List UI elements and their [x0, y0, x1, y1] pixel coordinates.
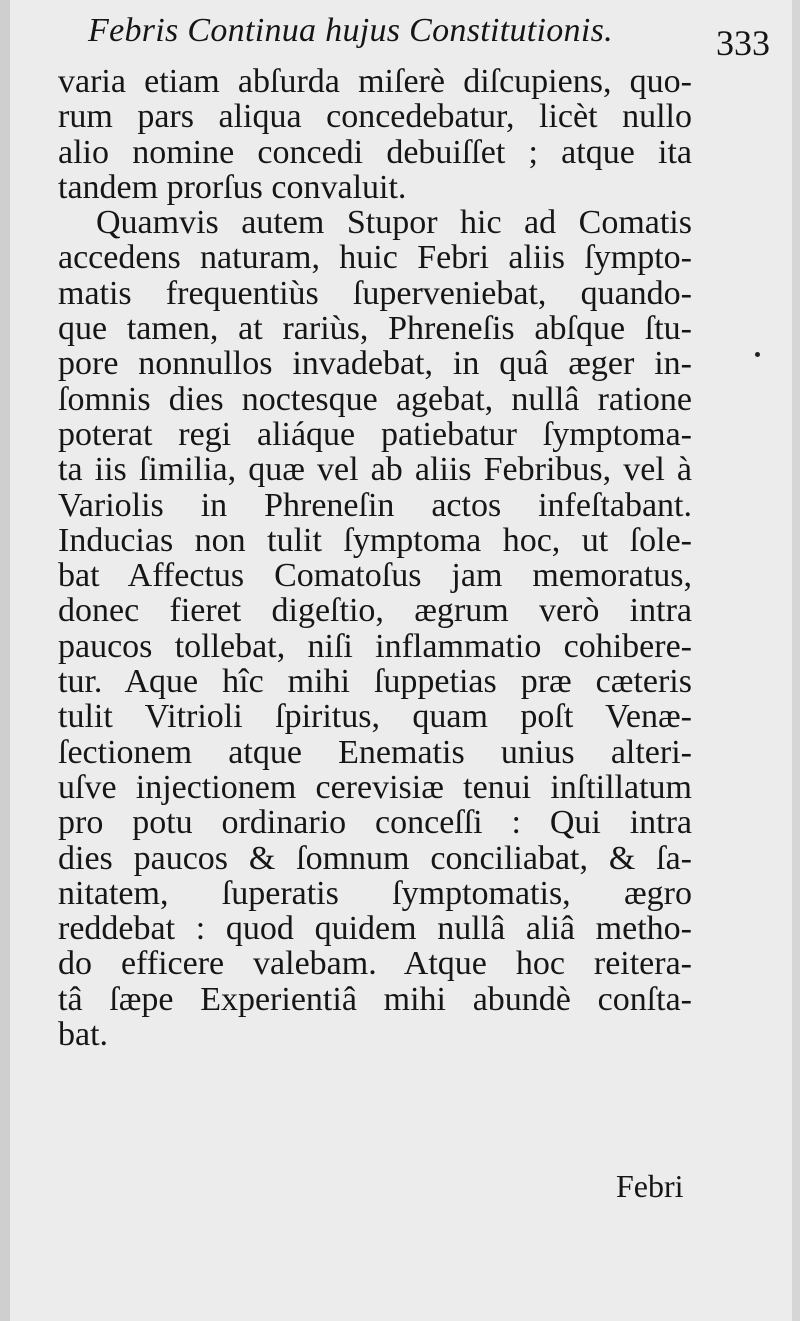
page-number: 333: [716, 23, 770, 63]
text-line: bat.: [58, 1016, 109, 1054]
text-line: donec fieret digeſtio, ægrum verò intra: [58, 592, 692, 630]
text-line: tandem prorſus convaluit.: [58, 168, 407, 206]
text-line: varia etiam abſurda miſerè diſcupiens, quo-: [58, 63, 692, 100]
text-line: pore nonnullos invadebat, in quâ æger in-: [58, 345, 692, 383]
text-line: que tamen, at rariùs, Phreneſis abſque ſtu-: [58, 310, 692, 348]
text-line: pro potu ordinario conceſſi : Qui intra: [58, 804, 692, 842]
text-line: ta iis ſimilia, quæ vel ab aliis Febribus, vel à: [58, 451, 692, 489]
text-line: poterat regi aliáque patiebatur ſymptoma-: [58, 415, 692, 453]
text-line: do efficere valebam. Atque hoc reitera-: [58, 945, 692, 983]
text-line: paucos tollebat, niſi inflammatio cohibere-: [58, 627, 692, 665]
ink-speck: [755, 352, 760, 357]
text-line: matis frequentiùs ſuperveniebat, quando-: [58, 274, 692, 312]
body-text: [58, 64, 692, 1052]
text-line: nitatem, ſuperatis ſymptomatis, ægro: [58, 874, 692, 912]
catchword: Febri: [616, 1168, 684, 1204]
text-line: accedens naturam, huic Febri aliis ſympto-: [58, 239, 692, 277]
text-line: reddebat : quod quidem nullâ aliâ metho-: [58, 910, 692, 948]
text-line: Quamvis autem Stupor hic ad Comatis: [96, 204, 692, 242]
text-line: tulit Vitrioli ſpiritus, quam poſt Venæ-: [58, 698, 692, 736]
text-line: uſve injectionem cerevisiæ tenui inſtillatum: [58, 768, 692, 806]
text-line: tâ ſæpe Experientiâ mihi abundè conſta-: [58, 980, 692, 1018]
text-line: ſomnis dies noctesque agebat, nullâ ratione: [58, 380, 692, 418]
text-line: bat Affectus Comatoſus jam memoratus,: [58, 557, 692, 595]
text-line: Variolis in Phreneſin actos infeſtabant.: [58, 486, 692, 524]
running-head: Febris Continua hujus Constitutionis.: [88, 12, 613, 49]
text-line: rum pars aliqua concedebatur, licèt nullo: [58, 98, 692, 136]
text-line: dies paucos & ſomnum conciliabat, & ſa-: [58, 839, 692, 877]
text-line: tur. Aque hîc mihi ſuppetias præ cæteris: [58, 663, 692, 701]
text-line: alio nomine concedi debuiſſet ; atque ita: [58, 133, 692, 171]
text-line: Inducias non tulit ſymptoma hoc, ut ſole-: [58, 521, 692, 559]
text-line: ſectionem atque Enematis unius alteri-: [58, 733, 692, 771]
